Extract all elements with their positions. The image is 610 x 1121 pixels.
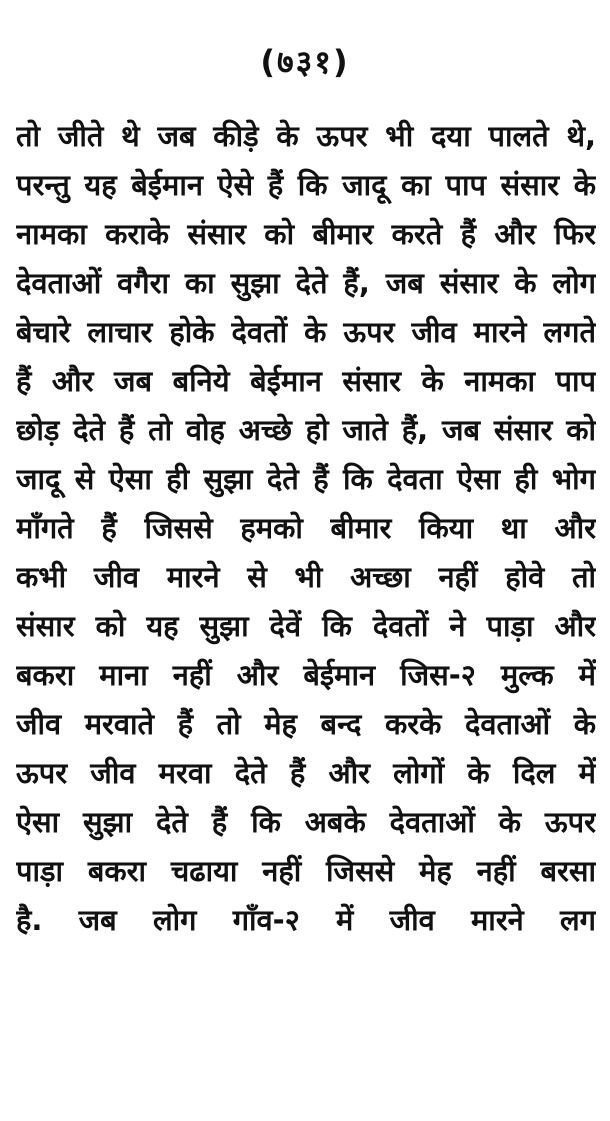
text-line-15: ऐसा सुझा देते हैं कि अबके देवताओं के ऊपर (16, 805, 596, 839)
text-line-16: पाड़ा बकरा चढाया नहीं जिससे मेह नहीं बरसा (16, 854, 596, 888)
text-line-3: नामका कराके संसार को बीमार करते हैं और फिर (16, 217, 596, 251)
text-line-11: संसार को यह सुझा देवें कि देवतों ने पाड़ा और (16, 609, 596, 643)
text-line-6: हैं और जब बनिये बेईमान संसार के नामका पाप (16, 364, 596, 398)
text-line-4: देवताओं वगैरा का सुझा देते हैं, जब संसार के लोग (16, 266, 596, 300)
text-line-7: छोड़ देते हैं तो वोह अच्छे हो जाते हैं, जब संसार को (16, 413, 596, 447)
page-number: (७३१) (260, 43, 350, 81)
text-line-17: है. जब लोग गाँव-२ में जीव मारने लग (16, 903, 596, 937)
text-line-13: जीव मरवाते हैं तो मेह बन्द करके देवताओं के (16, 707, 596, 741)
text-line-9: माँगते हैं जिससे हमको बीमार किया था और (16, 511, 596, 545)
body-text (16, 112, 596, 945)
text-line-14: ऊपर जीव मरवा देते हैं और लोगों के दिल में (16, 756, 596, 790)
text-line-5: बेचारे लाचार होके देवतों के ऊपर जीव मारने लगते (16, 315, 596, 349)
text-line-2: परन्तु यह बेईमान ऐसे हैं कि जादू का पाप संसार के (16, 168, 596, 202)
text-line-10: कभी जीव मारने से भी अच्छा नहीं होवे तो (16, 560, 596, 594)
text-line-12: बकरा माना नहीं और बेईमान जिस-२ मुल्क में (16, 658, 596, 692)
text-line-8: जादू से ऐसा ही सुझा देते हैं कि देवता ऐसा ही भोग (16, 462, 596, 496)
text-line-1: तो जीते थे जब कीड़े के ऊपर भी दया पालते थे, (16, 119, 596, 153)
